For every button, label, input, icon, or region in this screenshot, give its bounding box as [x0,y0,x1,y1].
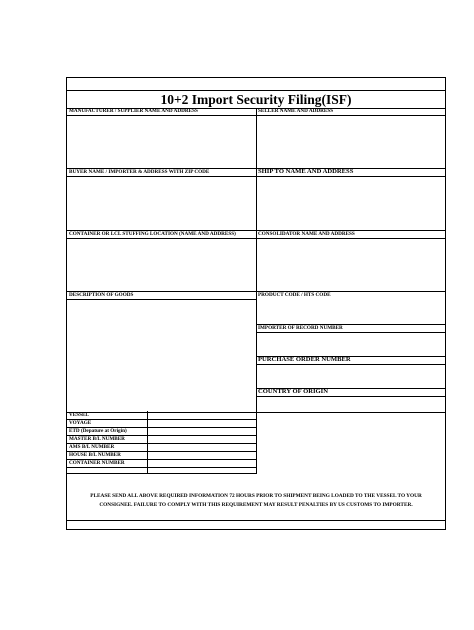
manufacturer-label: MANUFACTURER / SUPPLIER NAME AND ADDRESS [69,108,198,114]
etd-input[interactable] [148,427,256,435]
shipment-details-table [67,411,257,473]
shipment-table-bottom-rule [67,473,257,474]
consolidator-field[interactable] [257,239,445,291]
shipment-row-rule [67,467,257,468]
notice-line-2: CONSIGNEE. FAILURE TO COMPLY WITH THIS REQUIREMENT MAY RESULT PENALTIES BY US CUSTOMS TO IMPORTER. [99,502,413,508]
shipment-row-house-bl [67,451,257,459]
shipment-row-label: VOYAGE [69,420,92,426]
container-stuffing-field[interactable] [67,239,256,291]
master-bl-input[interactable] [148,435,256,443]
voyage-input[interactable] [148,419,256,427]
footer-rule [67,520,445,521]
ship-to-field[interactable] [257,177,445,230]
seller-field[interactable] [257,116,445,168]
ams-bl-input[interactable] [148,443,256,451]
product-code-label: PRODUCT CODE / HTS CODE [258,292,331,298]
shipment-row-label: VESSEL [69,412,89,418]
ship-to-label: SHIP TO NAME AND ADDRESS [258,168,354,175]
shipment-row-label: MASTER B/L NUMBER [69,436,125,442]
compliance-notice [67,492,445,510]
manufacturer-field[interactable] [67,116,256,168]
shipment-row-container [67,459,257,467]
country-of-origin-label: COUNTRY OF ORIGIN [258,388,328,395]
description-label: DESCRIPTION OF GOODS [69,292,134,298]
seller-label: SELLER NAME AND ADDRESS [258,108,334,114]
container-stuffing-label: CONTAINER OR LCL STUFFING LOCATION (NAME AND ADDRESS) [69,231,236,237]
buyer-label: BUYER NAME / IMPORTER & ADDRESS WITH ZIP CODE [69,169,210,175]
shipment-row-master-bl [67,435,257,443]
consolidator-label: CONSOLIDATOR NAME AND ADDRESS [258,231,355,237]
importer-of-record-field[interactable] [257,333,445,356]
product-code-field[interactable] [257,300,445,324]
vessel-input[interactable] [148,411,256,419]
shipment-row-voyage [67,419,257,427]
shipment-row-label: AMS B/L NUMBER [69,444,115,450]
shipment-row-label: HOUSE B/L NUMBER [69,452,121,458]
buyer-field[interactable] [67,177,256,230]
shipment-row-etd [67,427,257,435]
shipment-row-vessel [67,411,257,419]
shipment-row-label: ETD (Depature at Origin) [69,428,127,434]
house-bl-input[interactable] [148,451,256,459]
isf-form [66,77,446,530]
purchase-order-label: PURCHASE ORDER NUMBER [258,356,351,363]
shipment-row-ams-bl [67,443,257,451]
country-of-origin-field[interactable] [257,397,445,412]
shipment-row-label: CONTAINER NUMBER [69,460,125,466]
container-number-input[interactable] [148,459,256,467]
notice-line-1: PLEASE SEND ALL ABOVE REQUIRED INFORMATION 72 HOURS PRIOR TO SHIPMENT BEING LOADED TO THE VESSEL TO YOUR [90,493,422,499]
description-field[interactable] [67,300,256,397]
importer-of-record-label: IMPORTER OF RECORD NUMBER [258,325,343,331]
form-title: 10+2 Import Security Filing(ISF) [160,92,352,107]
purchase-order-field[interactable] [257,365,445,388]
